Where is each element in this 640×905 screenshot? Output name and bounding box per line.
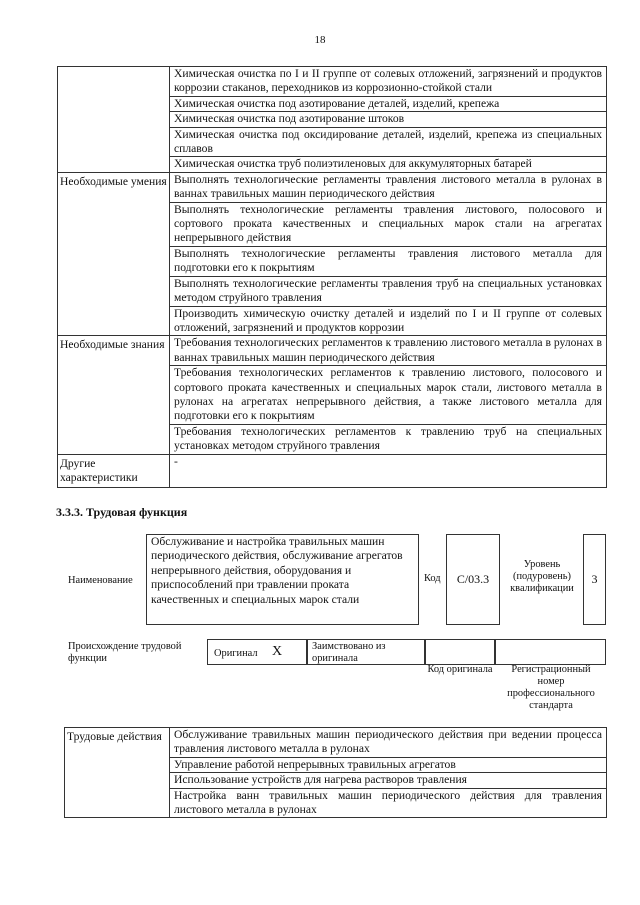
table-cell: Требования технологических регламентов к травлению листового металла в рулонах в ваннах травильных машин периодического действия <box>170 336 607 366</box>
row-label-empty <box>58 67 170 173</box>
table-cell: Химическая очистка под оксидирование деталей, изделий, крепежа из специальных сплавов <box>170 127 607 157</box>
table-cell: Химическая очистка под азотирование штоков <box>170 112 607 127</box>
table-cell: Выполнять технологические регламенты травления листового металла для подготовки его к покрытиям <box>170 246 607 276</box>
code-label: Код <box>424 573 441 584</box>
table-cell: Химическая очистка по I и II группе от солевых отложений, загрязнений и продуктов коррозии стаканов, переходников из коррозионно-стойкой стали <box>170 67 607 97</box>
function-name: Обслуживание и настройка травильных машин периодического действия, обслуживание агрегатов непрерывного действия, оборудования и приспособлений при травлении проката качественных и специальных марок стали <box>151 535 403 606</box>
table-cell: Химическая очистка под азотирование деталей, изделий, крепежа <box>170 96 607 111</box>
origin-label: Происхождение трудовой функции <box>68 641 182 664</box>
skills-table <box>57 66 607 488</box>
function-name-box <box>146 534 419 625</box>
level-value: 3 <box>591 572 598 586</box>
table-cell: Настройка ванн травильных машин периодического действия для травления листового металла в рулонах <box>170 788 607 818</box>
original-box <box>207 639 307 665</box>
registration-caption: Регистрационный номер профессионального стандарта <box>507 664 595 711</box>
borrowed-box <box>307 639 425 665</box>
row-label-knowledge: Необходимые знания <box>58 336 170 454</box>
name-label: Наименование <box>68 575 133 586</box>
code-caption: Код оригинала <box>427 664 493 675</box>
table-cell: Обслуживание травильных машин периодического действия при ведении процесса травления листового металла в рулонах <box>170 728 607 758</box>
level-box <box>583 534 606 625</box>
section-title: 3.3.3. Трудовая функция <box>56 505 188 519</box>
code-box <box>446 534 500 625</box>
row-label-skills: Необходимые умения <box>58 172 170 335</box>
borrowed-label: Заимствовано из оригинала <box>312 641 386 664</box>
code-value: C/03.3 <box>456 572 490 586</box>
row-label-actions: Трудовые действия <box>65 728 170 818</box>
table-cell: Производить химическую очистку деталей и изделий по I и II группе от солевых отложений, загрязнений и продуктов коррозии <box>170 306 607 336</box>
table-cell: Требования технологических регламентов к травлению труб на специальных установках методом струйного травления <box>170 424 607 454</box>
page-number: 18 <box>314 34 326 46</box>
table-cell: Химическая очистка труб полиэтиленовых для аккумуляторных батарей <box>170 157 607 172</box>
row-label-other: Другие характеристики <box>58 454 170 487</box>
actions-table <box>64 727 607 818</box>
table-cell: Выполнять технологические регламенты травления листового, полосового и сортового проката качественных и специальных марок стали на агрегатах непрерывного действия <box>170 202 607 246</box>
table-cell: Управление работой непрерывных травильных агрегатов <box>170 757 607 772</box>
table-cell: Выполнять технологические регламенты травления листового металла в рулонах в ваннах травильных машин периодического действия <box>170 172 607 202</box>
registration-number-box <box>495 639 606 665</box>
level-label: Уровень (подуровень) квалификации <box>510 559 574 594</box>
table-cell: - <box>170 454 607 487</box>
original-mark: X <box>272 644 283 659</box>
original-code-box <box>425 639 495 665</box>
table-cell: Выполнять технологические регламенты травления труб на специальных установках методом струйного травления <box>170 276 607 306</box>
table-cell: Требования технологических регламентов к травлению листового, полосового и сортового проката качественных и специальных марок стали, листового металла в рулонах на агрегатах непрерывного действия, а также листового металла для подготовки его к покрытиям <box>170 366 607 425</box>
original-label: Оригинал <box>214 648 258 659</box>
table-cell: Использование устройств для нагрева растворов травления <box>170 773 607 788</box>
